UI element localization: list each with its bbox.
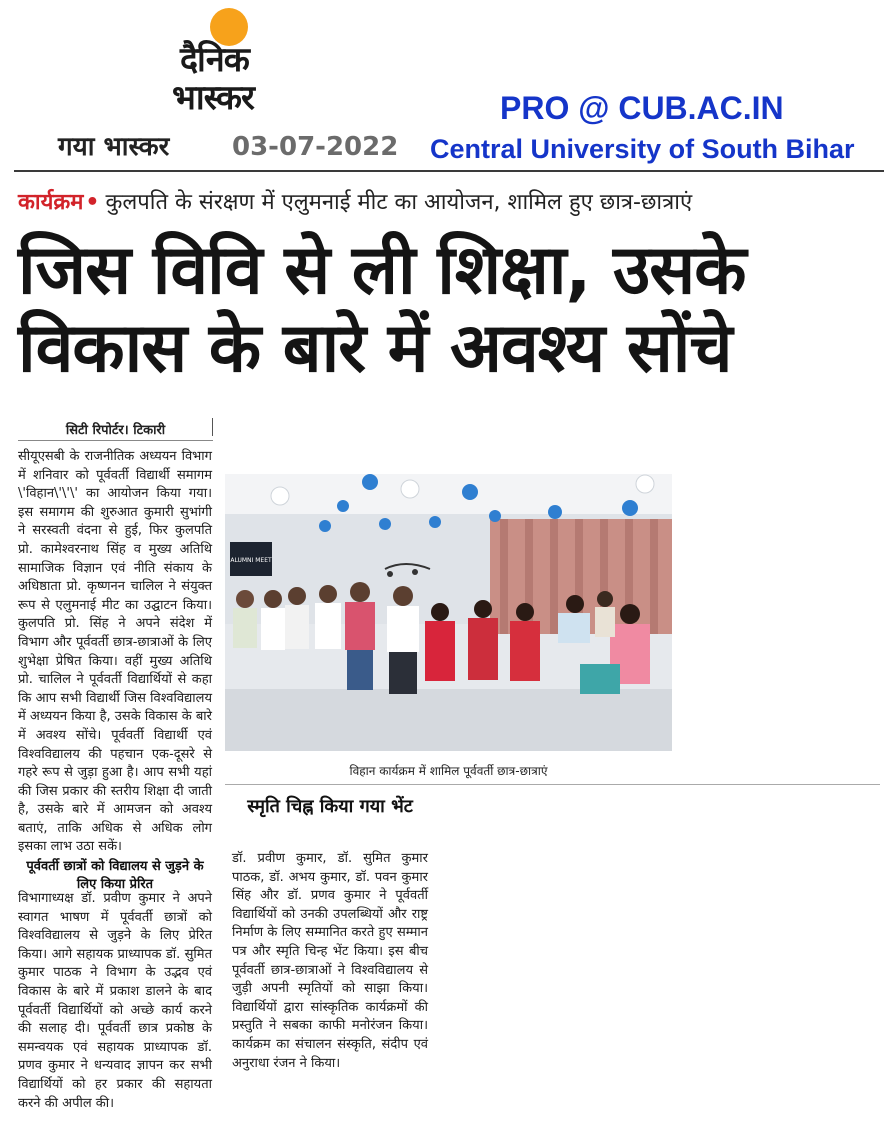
byline: सिटी रिपोर्टर। टिकारी xyxy=(65,423,166,438)
headline: जिस विवि से ली शिक्षा, उसके विकास के बारे में अवश्य सोंचे xyxy=(18,231,746,388)
event-photo xyxy=(225,474,672,751)
university-name: Central University of South Bihar xyxy=(430,134,855,164)
photo-board-text: ALUMNI MEET xyxy=(230,557,272,564)
masthead-divider xyxy=(14,170,884,172)
edition-name: गया भास्कर xyxy=(58,132,170,162)
photo-caption: विहान कार्यक्रम में शामिल पूर्ववर्ती छात्र-छात्राएं xyxy=(349,764,548,778)
column1-paragraph2: विभागाध्यक्ष डॉ. प्रवीण कुमार ने अपने स्वागत भाषण में पूर्ववर्ती छात्रों को विश्वविद्यालय से जुड़ने के लिए प्रेरित किया। आगे सहायक प्राध्यापक डॉ. सुमित कुमार पाठक ने विभाग के उद्भव एवं विकास के बारे में प्रकाश डालने के बाद पूर्ववर्ती विद्यार्थियों को अच्छे कार्य करने की सलाह दी। पूर्ववर्ती छात्र प्रकोष्ठ के समन्वयक एवं सहायक प्राध्यापक डॉ. प्रणव कुमार ने धन्यवाद ज्ञापन कर सभी विद्यार्थियों को हर प्रकार की सहायता करने की अपील की। xyxy=(18,891,212,1111)
column2-paragraph: डॉ. प्रवीण कुमार, डॉ. सुमित कुमार पाठक, डॉ. अभय कुमार, डॉ. पवन कुमार सिंह और डॉ. प्रणव कुमार ने पूर्ववर्ती विद्यार्थियों को उनकी उपलब्धियों और राष्ट्र निर्माण के लिए सम्मानित करते हुए सम्मान पत्र और स्मृति चिन्ह भेंट किया। इस बीच पूर्ववर्ती छात्र-छात्राओं ने विश्वविद्यालय से जुड़ी अपनी स्मृतियों को साझा किया। विद्यार्थियों द्वारा सांस्कृतिक कार्यक्रमों की प्रस्तुति ने सबका काफी मनोरंजन किया। कार्यक्रम का संचालन संस्कृति, संदीप एवं अनुराधा रंजन ने किया। xyxy=(232,851,428,1071)
newspaper-logo-line2: भास्कर xyxy=(172,78,254,118)
column1-paragraph1: सीयूएसबी के राजनीतिक अध्ययन विभाग में शनिवार को पूर्ववर्ती विद्यार्थी समागम \'विहान\'\'\' का आयोजन किया गया। इस समागम की शुरुआत कुमारी सुभांगी ने सरस्वती वंदना से हुई, फिर कुलपति प्रो. कामेश्वरनाथ सिंह व मुख्य अतिथि सामाजिक विज्ञान एवं नीति संकाय के अधिष्ठाता प्रो. कृष्णनन चालिल ने संयुक्त रूप से एलुमनाई मीट का उद्घाटन किया। कुलपति प्रो. सिंह ने अपने संदेश में विभाग और पूर्ववर्ती छात्र-छात्राओं के लिए शुभेक्षा प्रेषित किया। वहीं मुख्य अतिथि प्रो. चालिल ने पूर्ववर्ती विद्यार्थियों से कहा कि आप सभी विद्यार्थी जिस विश्वविद्यालय में अध्ययन किया है, उसके विकास के बारे में अवश्य सोंचे। पूर्ववर्ती विद्यार्थी एवं विश्वविद्यालय की पहचान एक-दूसरे से गहरे रूप से जुड़ा हुआ है। आप सभी यहां की जिस प्रकार की स्तरीय शिक्षा दी जाती है, उसके बारे में आमजन को अवश्य बताएं, ताकि अधिक से अधिक लोग इसका लाभ उठा सकें। xyxy=(18,449,212,855)
publication-date: 03-07-2022 xyxy=(232,132,399,162)
byline-divider xyxy=(18,440,213,441)
column1-subhead: पूर्ववर्ती छात्रों को विद्यालय से जुड़ने के लिए किया प्रेरित xyxy=(26,859,204,892)
pro-label: PRO @ CUB.AC.IN xyxy=(500,90,784,126)
column-divider xyxy=(212,418,213,436)
kicker-label: कार्यक्रम xyxy=(18,190,84,215)
caption-divider xyxy=(225,784,880,785)
kicker xyxy=(18,188,692,218)
kicker-text: कुलपति के संरक्षण में एलुमनाई मीट का आयोजन, शामिल हुए छात्र-छात्राएं xyxy=(105,190,693,215)
newspaper-logo-line1: दैनिक xyxy=(180,40,249,80)
column2-subhead: स्मृति चिह्न किया गया भेंट xyxy=(247,796,413,817)
kicker-bullet: • xyxy=(85,190,100,215)
event-photo-illustration xyxy=(225,474,672,751)
